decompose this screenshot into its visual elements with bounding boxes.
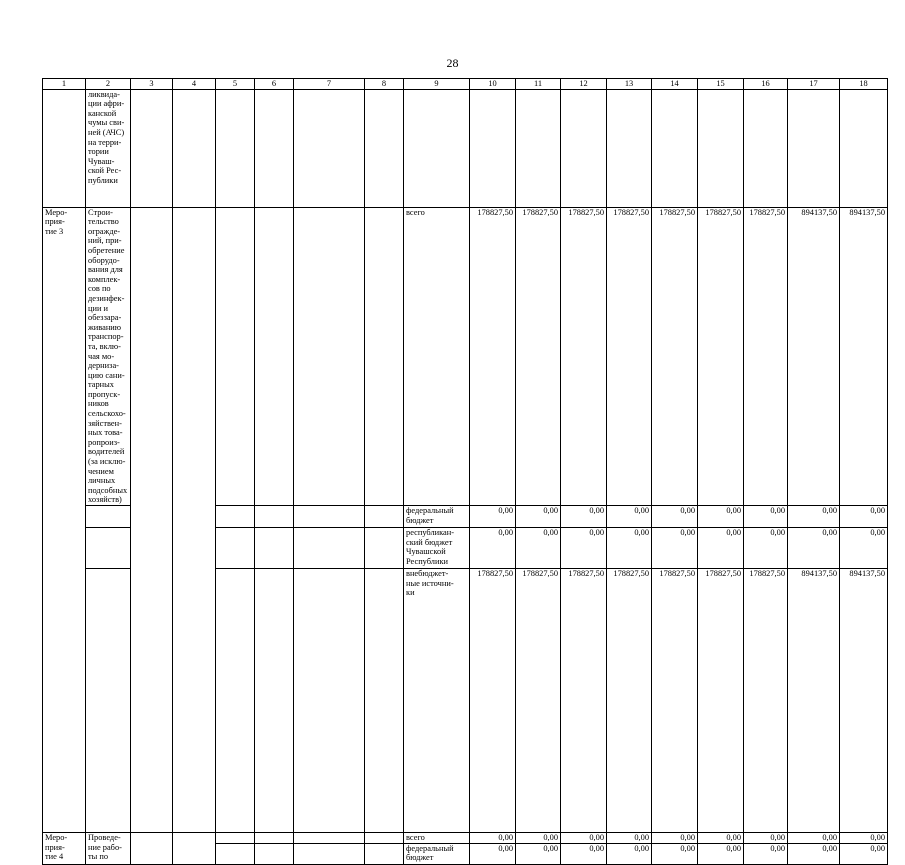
value-cell: 178827,50: [561, 569, 607, 833]
value-cell: 0,00: [788, 528, 840, 569]
table-cell: [255, 833, 294, 844]
value-cell: 0,00: [698, 528, 744, 569]
table-cell: [294, 843, 365, 864]
value-cell: 0,00: [698, 833, 744, 844]
header-cell: 6: [255, 79, 294, 90]
table-cell: [131, 89, 173, 207]
value-cell: 0,00: [698, 843, 744, 864]
value-cell: 178827,50: [652, 207, 698, 505]
value-cell: 0,00: [470, 843, 516, 864]
table-cell: [86, 528, 131, 569]
value-cell: 0,00: [470, 506, 516, 528]
header-cell: 5: [216, 79, 255, 90]
value-cell: 0,00: [561, 843, 607, 864]
value-cell: 0,00: [788, 843, 840, 864]
header-cell: 4: [173, 79, 216, 90]
measure-label: Меро- прия- тие 4: [43, 833, 86, 865]
table-cell: [173, 89, 216, 207]
value-cell: 894137,50: [788, 569, 840, 833]
table-cell: [788, 89, 840, 207]
table-cell: [255, 506, 294, 528]
table-cell: [131, 207, 173, 832]
value-cell: 894137,50: [840, 207, 888, 505]
value-cell: 178827,50: [744, 207, 788, 505]
table-cell: [216, 528, 255, 569]
header-cell: 16: [744, 79, 788, 90]
measure-description: Проведе- ние рабо- ты по: [86, 833, 131, 865]
header-cell: 10: [470, 79, 516, 90]
value-cell: 178827,50: [607, 207, 652, 505]
value-cell: 0,00: [470, 833, 516, 844]
value-cell: 0,00: [607, 843, 652, 864]
value-cell: 0,00: [607, 528, 652, 569]
value-cell: 894137,50: [840, 569, 888, 833]
table-cell: [698, 89, 744, 207]
value-cell: 178827,50: [470, 207, 516, 505]
measure-description: Строи- тельство огражде- ний, при- обретение оборудо- вания для комплек- сов по дезинфек- ции и обеззара- живанию транспор- та, вклю- чая мо- дерниза- цию сани- тарных пропуск- ников сельскохо- зяйствен- ных това- ропроиз- водителей (за исклю- чением личных подсобных хозяйств): [86, 207, 131, 505]
header-cell: 2: [86, 79, 131, 90]
value-cell: 0,00: [607, 833, 652, 844]
value-cell: 178827,50: [744, 569, 788, 833]
value-cell: 0,00: [561, 528, 607, 569]
table-cell: [840, 89, 888, 207]
table-cell: [216, 506, 255, 528]
value-cell: 0,00: [561, 833, 607, 844]
header-cell: 14: [652, 79, 698, 90]
header-cell: 15: [698, 79, 744, 90]
value-cell: 0,00: [788, 506, 840, 528]
value-cell: 0,00: [652, 843, 698, 864]
value-cell: 0,00: [470, 528, 516, 569]
table-cell: [652, 89, 698, 207]
table-cell: [294, 833, 365, 844]
value-cell: 0,00: [516, 506, 561, 528]
table-cell: [255, 569, 294, 833]
table-cell: [216, 569, 255, 833]
value-cell: 178827,50: [652, 569, 698, 833]
table-cell: [365, 843, 404, 864]
table-cell: [86, 569, 131, 833]
table-cell: [216, 833, 255, 844]
value-cell: 0,00: [698, 506, 744, 528]
value-cell: 0,00: [516, 843, 561, 864]
value-cell: 0,00: [840, 506, 888, 528]
funding-source: федеральный бюджет: [404, 843, 470, 864]
table-cell: [294, 207, 365, 505]
table-cell: [365, 506, 404, 528]
table-cell: [43, 89, 86, 207]
header-cell: 1: [43, 79, 86, 90]
value-cell: 0,00: [840, 528, 888, 569]
table-cell: [365, 833, 404, 844]
table-cell: [216, 89, 255, 207]
table-cell: [365, 528, 404, 569]
header-cell: 9: [404, 79, 470, 90]
table-cell: [561, 89, 607, 207]
budget-table: [42, 78, 888, 865]
value-cell: 0,00: [607, 506, 652, 528]
table-row: [43, 207, 888, 505]
table-cell: [365, 569, 404, 833]
header-row: [43, 79, 888, 90]
value-cell: 178827,50: [516, 207, 561, 505]
value-cell: 0,00: [744, 833, 788, 844]
value-cell: 0,00: [652, 833, 698, 844]
header-cell: 13: [607, 79, 652, 90]
value-cell: 178827,50: [698, 207, 744, 505]
funding-source: всего: [404, 207, 470, 505]
table-cell: [294, 89, 365, 207]
measure-label: Меро- прия- тие 3: [43, 207, 86, 832]
value-cell: 894137,50: [788, 207, 840, 505]
header-cell: 8: [365, 79, 404, 90]
table-cell: [365, 207, 404, 505]
header-cell: 11: [516, 79, 561, 90]
value-cell: 178827,50: [516, 569, 561, 833]
table-cell: [86, 506, 131, 528]
value-cell: 0,00: [561, 506, 607, 528]
table-cell: [255, 843, 294, 864]
table-cell: [516, 89, 561, 207]
table-cell: [365, 89, 404, 207]
value-cell: 0,00: [516, 528, 561, 569]
table-cell: [131, 833, 173, 865]
header-cell: 12: [561, 79, 607, 90]
table-cell: [294, 528, 365, 569]
value-cell: 0,00: [516, 833, 561, 844]
funding-source: федеральный бюджет: [404, 506, 470, 528]
table-cell: [255, 528, 294, 569]
table-cell: [255, 89, 294, 207]
table-cell: [470, 89, 516, 207]
table-cell: [216, 207, 255, 505]
value-cell: 0,00: [744, 528, 788, 569]
value-cell: 0,00: [652, 528, 698, 569]
table-cell: [173, 833, 216, 865]
value-cell: 0,00: [744, 843, 788, 864]
value-cell: 178827,50: [561, 207, 607, 505]
table-cell: [294, 569, 365, 833]
value-cell: 0,00: [840, 833, 888, 844]
table-cell: [744, 89, 788, 207]
value-cell: 178827,50: [470, 569, 516, 833]
header-cell: 17: [788, 79, 840, 90]
table-cell: [216, 843, 255, 864]
funding-source: республикан- ский бюджет Чувашской Республики: [404, 528, 470, 569]
funding-source: всего: [404, 833, 470, 844]
value-cell: 0,00: [788, 833, 840, 844]
value-cell: 178827,50: [698, 569, 744, 833]
page-number: 28: [446, 56, 459, 70]
table-cell: [607, 89, 652, 207]
value-cell: 178827,50: [607, 569, 652, 833]
measure-description: ликвида- ции афри- канской чумы сви- ней (АЧС) на терри- тории Чуваш- ской Рес- публики: [86, 89, 131, 207]
funding-source: внебюджет- ные источни- ки: [404, 569, 470, 833]
value-cell: 0,00: [652, 506, 698, 528]
header-cell: 18: [840, 79, 888, 90]
table-row: [43, 833, 888, 844]
header-cell: 3: [131, 79, 173, 90]
header-cell: 7: [294, 79, 365, 90]
table-row: [43, 89, 888, 207]
table-cell: [173, 207, 216, 832]
table-cell: [404, 89, 470, 207]
table-cell: [294, 506, 365, 528]
value-cell: 0,00: [840, 843, 888, 864]
value-cell: 0,00: [744, 506, 788, 528]
table-cell: [255, 207, 294, 505]
